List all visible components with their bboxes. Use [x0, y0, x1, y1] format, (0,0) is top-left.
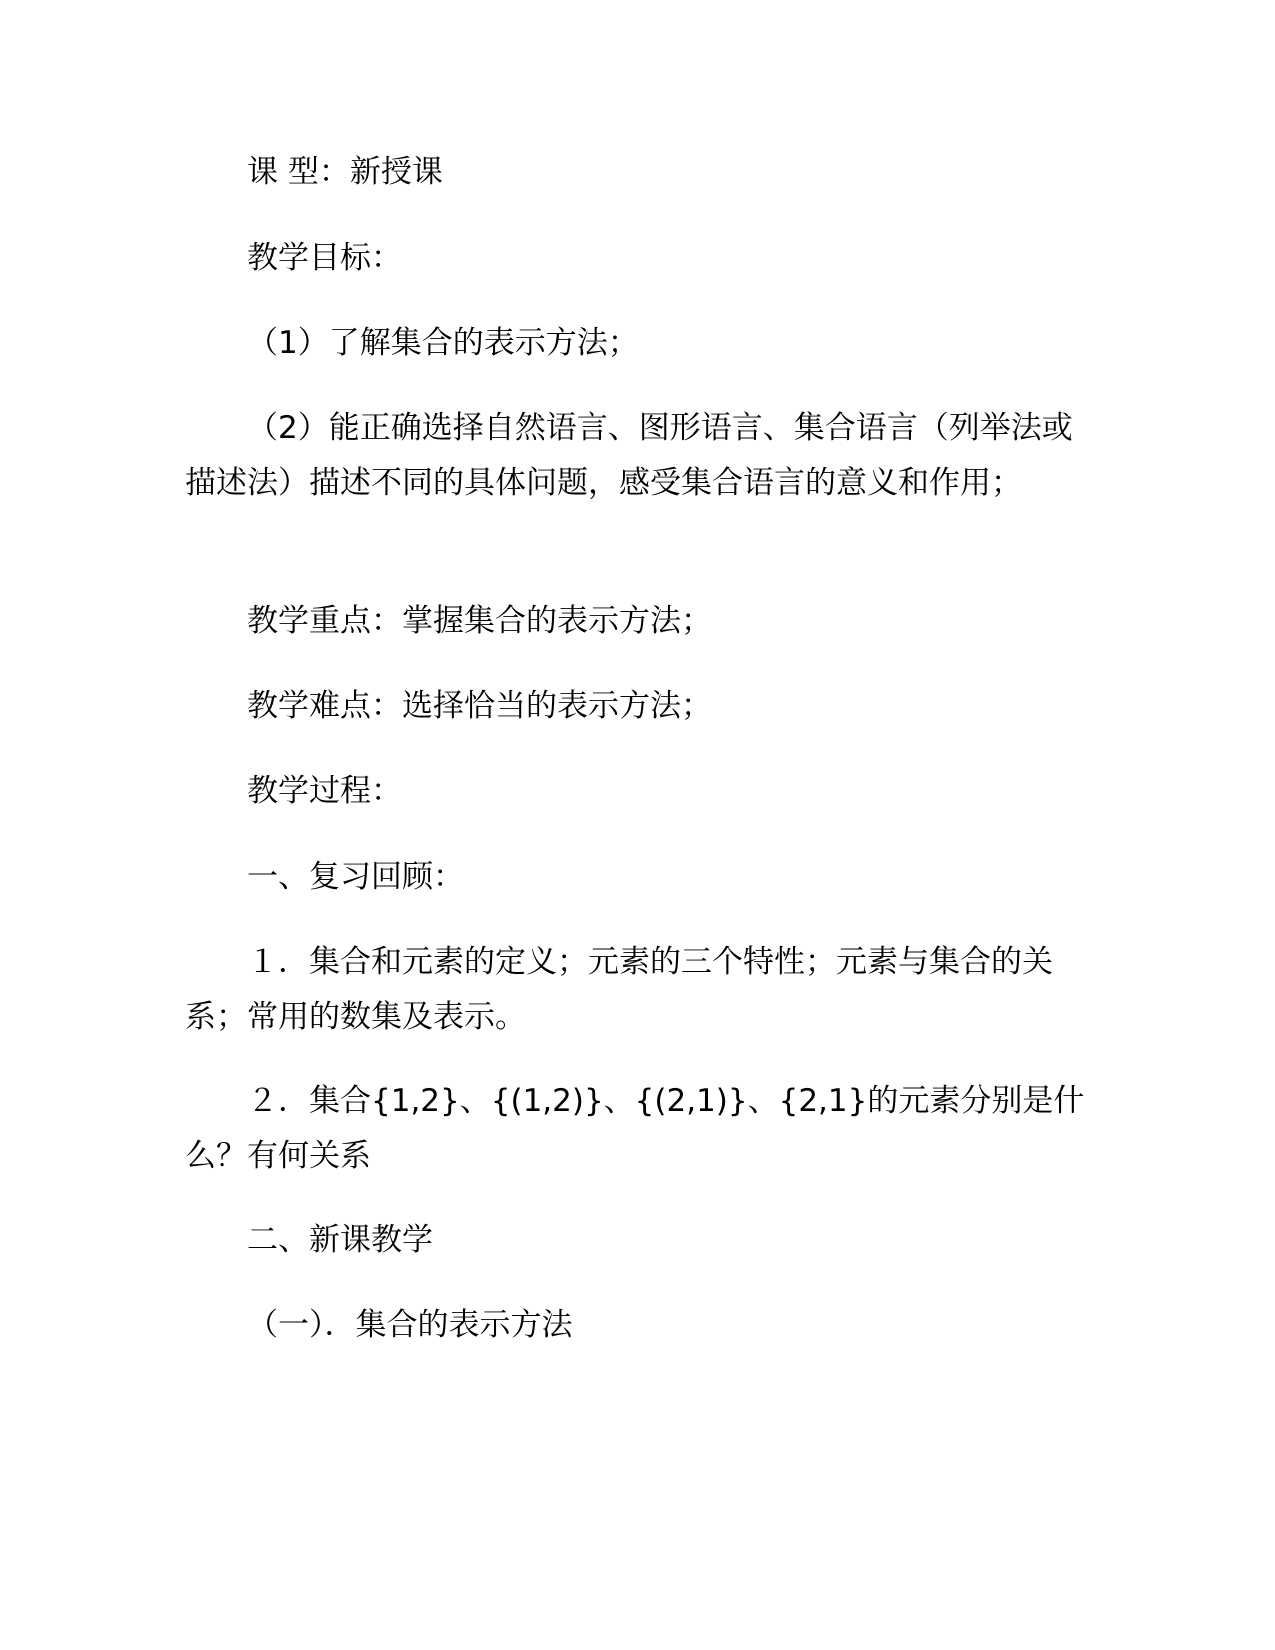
difficult-point: 教学难点：选择恰当的表示方法；	[247, 688, 712, 724]
objective-1: （1）了解集合的表示方法；	[247, 325, 639, 361]
review-item-2: ２．集合{1,2}、{(1,2)}、{(2,1)}、{2,1}的元素分别是什么？有何关系	[185, 1083, 1085, 1174]
section-new-heading: 二、新课教学	[247, 1222, 433, 1258]
objective-2: （2）能正确选择自然语言、图形语言、集合语言（列举法或描述法）描述不同的具体问题，感受集合语言的意义和作用；	[185, 410, 1073, 501]
objectives-heading: 教学目标：	[247, 240, 402, 276]
section-review-heading: 一、复习回顾：	[247, 859, 464, 895]
process-heading: 教学过程：	[247, 773, 402, 809]
lesson-type-line: 课 型：新授课	[247, 154, 443, 190]
key-point: 教学重点：掌握集合的表示方法；	[247, 603, 712, 639]
subsection-heading: （一）．集合的表示方法	[247, 1307, 573, 1343]
review-item-1: １．集合和元素的定义；元素的三个特性；元素与集合的关系；常用的数集及表示。	[185, 944, 1053, 1035]
